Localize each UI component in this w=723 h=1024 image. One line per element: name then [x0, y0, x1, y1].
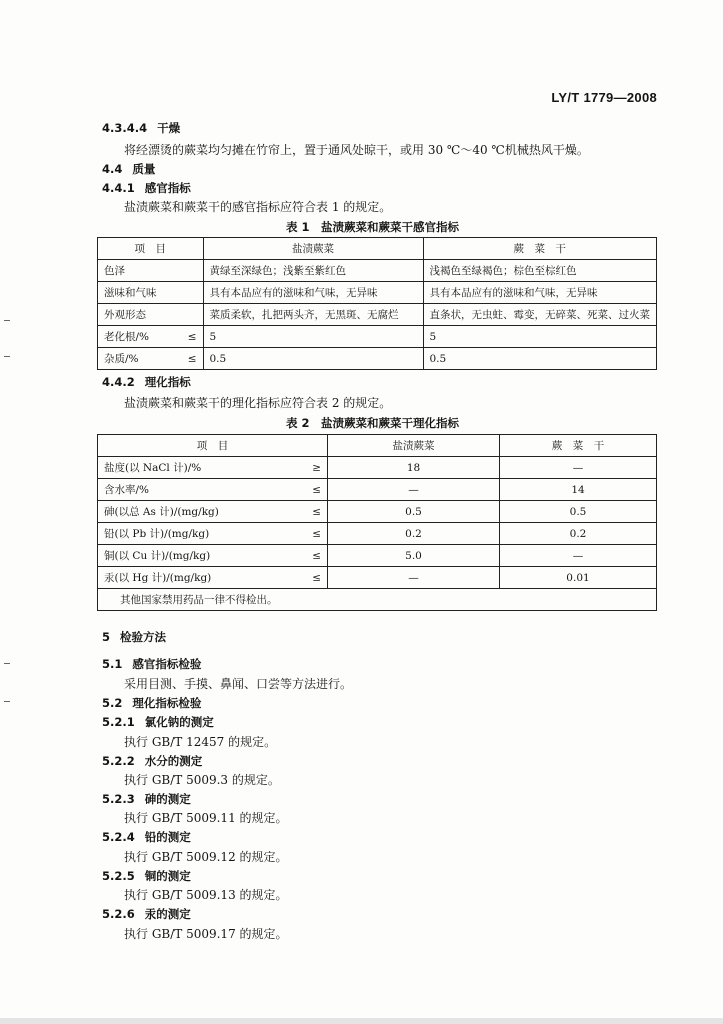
row-salted: 0.5 — [203, 348, 423, 370]
row-symbol: ≤ — [171, 326, 203, 348]
row-item: 色泽 — [98, 260, 204, 282]
row-symbol: ≤ — [171, 348, 203, 370]
heading-number: 4.3.4.4 — [102, 121, 148, 135]
heading-number: 5.1 — [102, 657, 123, 671]
heading-title: 氯化钠的测定 — [144, 715, 214, 729]
row-dried: 5 — [423, 326, 657, 348]
heading-number: 5.2.6 — [102, 907, 135, 921]
paragraph-5-2-6: 执行 GB/T 5009.17 的规定。 — [124, 927, 288, 941]
paragraph-5-2-2: 执行 GB/T 5009.3 的规定。 — [124, 773, 280, 787]
margin-mark — [4, 320, 10, 321]
heading-5-2-1 — [102, 715, 214, 729]
heading-number: 5.2.2 — [102, 754, 135, 768]
row-dried: 0.2 — [500, 523, 657, 545]
heading-title: 水分的测定 — [144, 754, 203, 768]
heading-number: 5.2.3 — [102, 792, 135, 806]
table-header-row — [98, 435, 657, 457]
table-header-row — [98, 238, 657, 260]
row-salted: 0.2 — [328, 523, 500, 545]
heading-5-1 — [102, 657, 201, 671]
table-footnote: 其他国家禁用药品一律不得检出。 — [98, 589, 657, 611]
heading-title: 理化指标 — [144, 375, 191, 389]
row-item: 老化根/% — [98, 326, 171, 348]
row-item: 汞(以 Hg 计)/(mg/kg) — [98, 567, 294, 589]
paragraph-sensory-test: 采用目测、手摸、鼻闻、口尝等方法进行。 — [124, 677, 353, 691]
header-item: 项 目 — [98, 238, 204, 260]
header-dried: 蕨 菜 干 — [500, 435, 657, 457]
heading-number: 4.4.1 — [102, 181, 135, 195]
table-row — [98, 567, 657, 589]
header-salted: 盐渍蕨菜 — [328, 435, 500, 457]
row-symbol: ≤ — [294, 567, 328, 589]
table-row — [98, 304, 657, 326]
physchem-table — [97, 434, 657, 611]
row-salted: 5 — [203, 326, 423, 348]
paragraph-5-2-1: 执行 GB/T 12457 的规定。 — [124, 735, 277, 749]
heading-4-4 — [102, 162, 155, 176]
row-dried: 直条状，无虫蛀、霉变，无碎菜、死菜、过火菜 — [423, 304, 657, 326]
sensory-table — [97, 237, 657, 370]
row-dried: 0.5 — [423, 348, 657, 370]
row-dried: — — [500, 545, 657, 567]
heading-title: 质量 — [132, 162, 156, 176]
row-item: 滋味和气味 — [98, 282, 204, 304]
heading-title: 铅的测定 — [144, 830, 191, 844]
table2-caption: 表 2 盐渍蕨菜和蕨菜干理化指标 — [286, 416, 460, 430]
heading-title: 理化指标检验 — [132, 696, 202, 710]
margin-mark — [4, 663, 10, 664]
heading-5-2-5 — [102, 869, 191, 883]
paragraph-physchem: 盐渍蕨菜和蕨菜干的理化指标应符合表 2 的规定。 — [124, 396, 392, 410]
row-dried: 0.5 — [500, 501, 657, 523]
row-dried: 浅褐色至绿褐色；棕色至棕红色 — [423, 260, 657, 282]
table-row — [98, 260, 657, 282]
standard-code: LY/T 1779—2008 — [551, 90, 657, 105]
heading-5-2-3 — [102, 792, 191, 806]
heading-4-3-4-4 — [102, 121, 180, 135]
table-row — [98, 523, 657, 545]
heading-5-2-6 — [102, 907, 191, 921]
row-item: 砷(以总 As 计)/(mg/kg) — [98, 501, 294, 523]
margin-mark — [4, 356, 10, 357]
header-salted: 盐渍蕨菜 — [203, 238, 423, 260]
row-symbol: ≤ — [294, 501, 328, 523]
table-row — [98, 501, 657, 523]
row-dried: — — [500, 457, 657, 479]
table-row — [98, 479, 657, 501]
row-salted: 菜质柔软，扎把两头齐，无黑斑、无腐烂 — [203, 304, 423, 326]
table-row — [98, 545, 657, 567]
row-dried: 0.01 — [500, 567, 657, 589]
heading-title: 干燥 — [157, 121, 181, 135]
heading-number: 5.2.1 — [102, 715, 135, 729]
heading-title: 铜的测定 — [144, 869, 191, 883]
margin-mark — [4, 701, 10, 702]
heading-5-2-4 — [102, 830, 191, 844]
row-salted: — — [328, 567, 500, 589]
heading-number: 4.4 — [102, 162, 123, 176]
header-item: 项 目 — [98, 435, 328, 457]
row-salted: 18 — [328, 457, 500, 479]
header-dried: 蕨 菜 干 — [423, 238, 657, 260]
paragraph-drying: 将经漂烫的蕨菜均匀摊在竹帘上，置于通风处晾干，或用 30 ℃～40 ℃机械热风干燥。 — [124, 143, 589, 157]
row-salted: 黄绿至深绿色；浅紫至紫红色 — [203, 260, 423, 282]
row-item: 铜(以 Cu 计)/(mg/kg) — [98, 545, 294, 567]
row-item: 杂质/% — [98, 348, 171, 370]
heading-4-4-2 — [102, 375, 191, 389]
heading-title: 检验方法 — [120, 630, 167, 644]
row-symbol: ≥ — [294, 457, 328, 479]
heading-title: 汞的测定 — [144, 907, 191, 921]
row-item: 铅(以 Pb 计)/(mg/kg) — [98, 523, 294, 545]
table1-caption: 表 1 盐渍蕨菜和蕨菜干感官指标 — [286, 220, 460, 234]
row-symbol: ≤ — [294, 523, 328, 545]
table-row — [98, 326, 657, 348]
heading-title: 砷的测定 — [144, 792, 191, 806]
heading-number: 4.4.2 — [102, 375, 135, 389]
row-salted: — — [328, 479, 500, 501]
row-dried: 具有本品应有的滋味和气味，无异味 — [423, 282, 657, 304]
row-symbol: ≤ — [294, 545, 328, 567]
table-row — [98, 457, 657, 479]
heading-5-2 — [102, 696, 201, 710]
table-footer-row — [98, 589, 657, 611]
heading-number: 5 — [102, 630, 111, 644]
row-symbol: ≤ — [294, 479, 328, 501]
paragraph-5-2-4: 执行 GB/T 5009.12 的规定。 — [124, 850, 288, 864]
heading-title: 感官指标检验 — [132, 657, 202, 671]
row-item: 外观形态 — [98, 304, 204, 326]
heading-title: 感官指标 — [144, 181, 191, 195]
heading-5 — [102, 630, 166, 644]
table-row — [98, 348, 657, 370]
row-item: 含水率/% — [98, 479, 294, 501]
heading-4-4-1 — [102, 181, 191, 195]
table-row — [98, 282, 657, 304]
heading-5-2-2 — [102, 754, 202, 768]
row-salted: 5.0 — [328, 545, 500, 567]
row-item: 盐度(以 NaCl 计)/% — [98, 457, 294, 479]
page-bottom-edge — [0, 1018, 723, 1024]
heading-number: 5.2.5 — [102, 869, 135, 883]
row-dried: 14 — [500, 479, 657, 501]
heading-number: 5.2.4 — [102, 830, 135, 844]
row-salted: 具有本品应有的滋味和气味，无异味 — [203, 282, 423, 304]
heading-number: 5.2 — [102, 696, 123, 710]
row-salted: 0.5 — [328, 501, 500, 523]
paragraph-5-2-5: 执行 GB/T 5009.13 的规定。 — [124, 888, 288, 902]
paragraph-sensory: 盐渍蕨菜和蕨菜干的感官指标应符合表 1 的规定。 — [124, 200, 392, 214]
paragraph-5-2-3: 执行 GB/T 5009.11 的规定。 — [124, 811, 288, 825]
